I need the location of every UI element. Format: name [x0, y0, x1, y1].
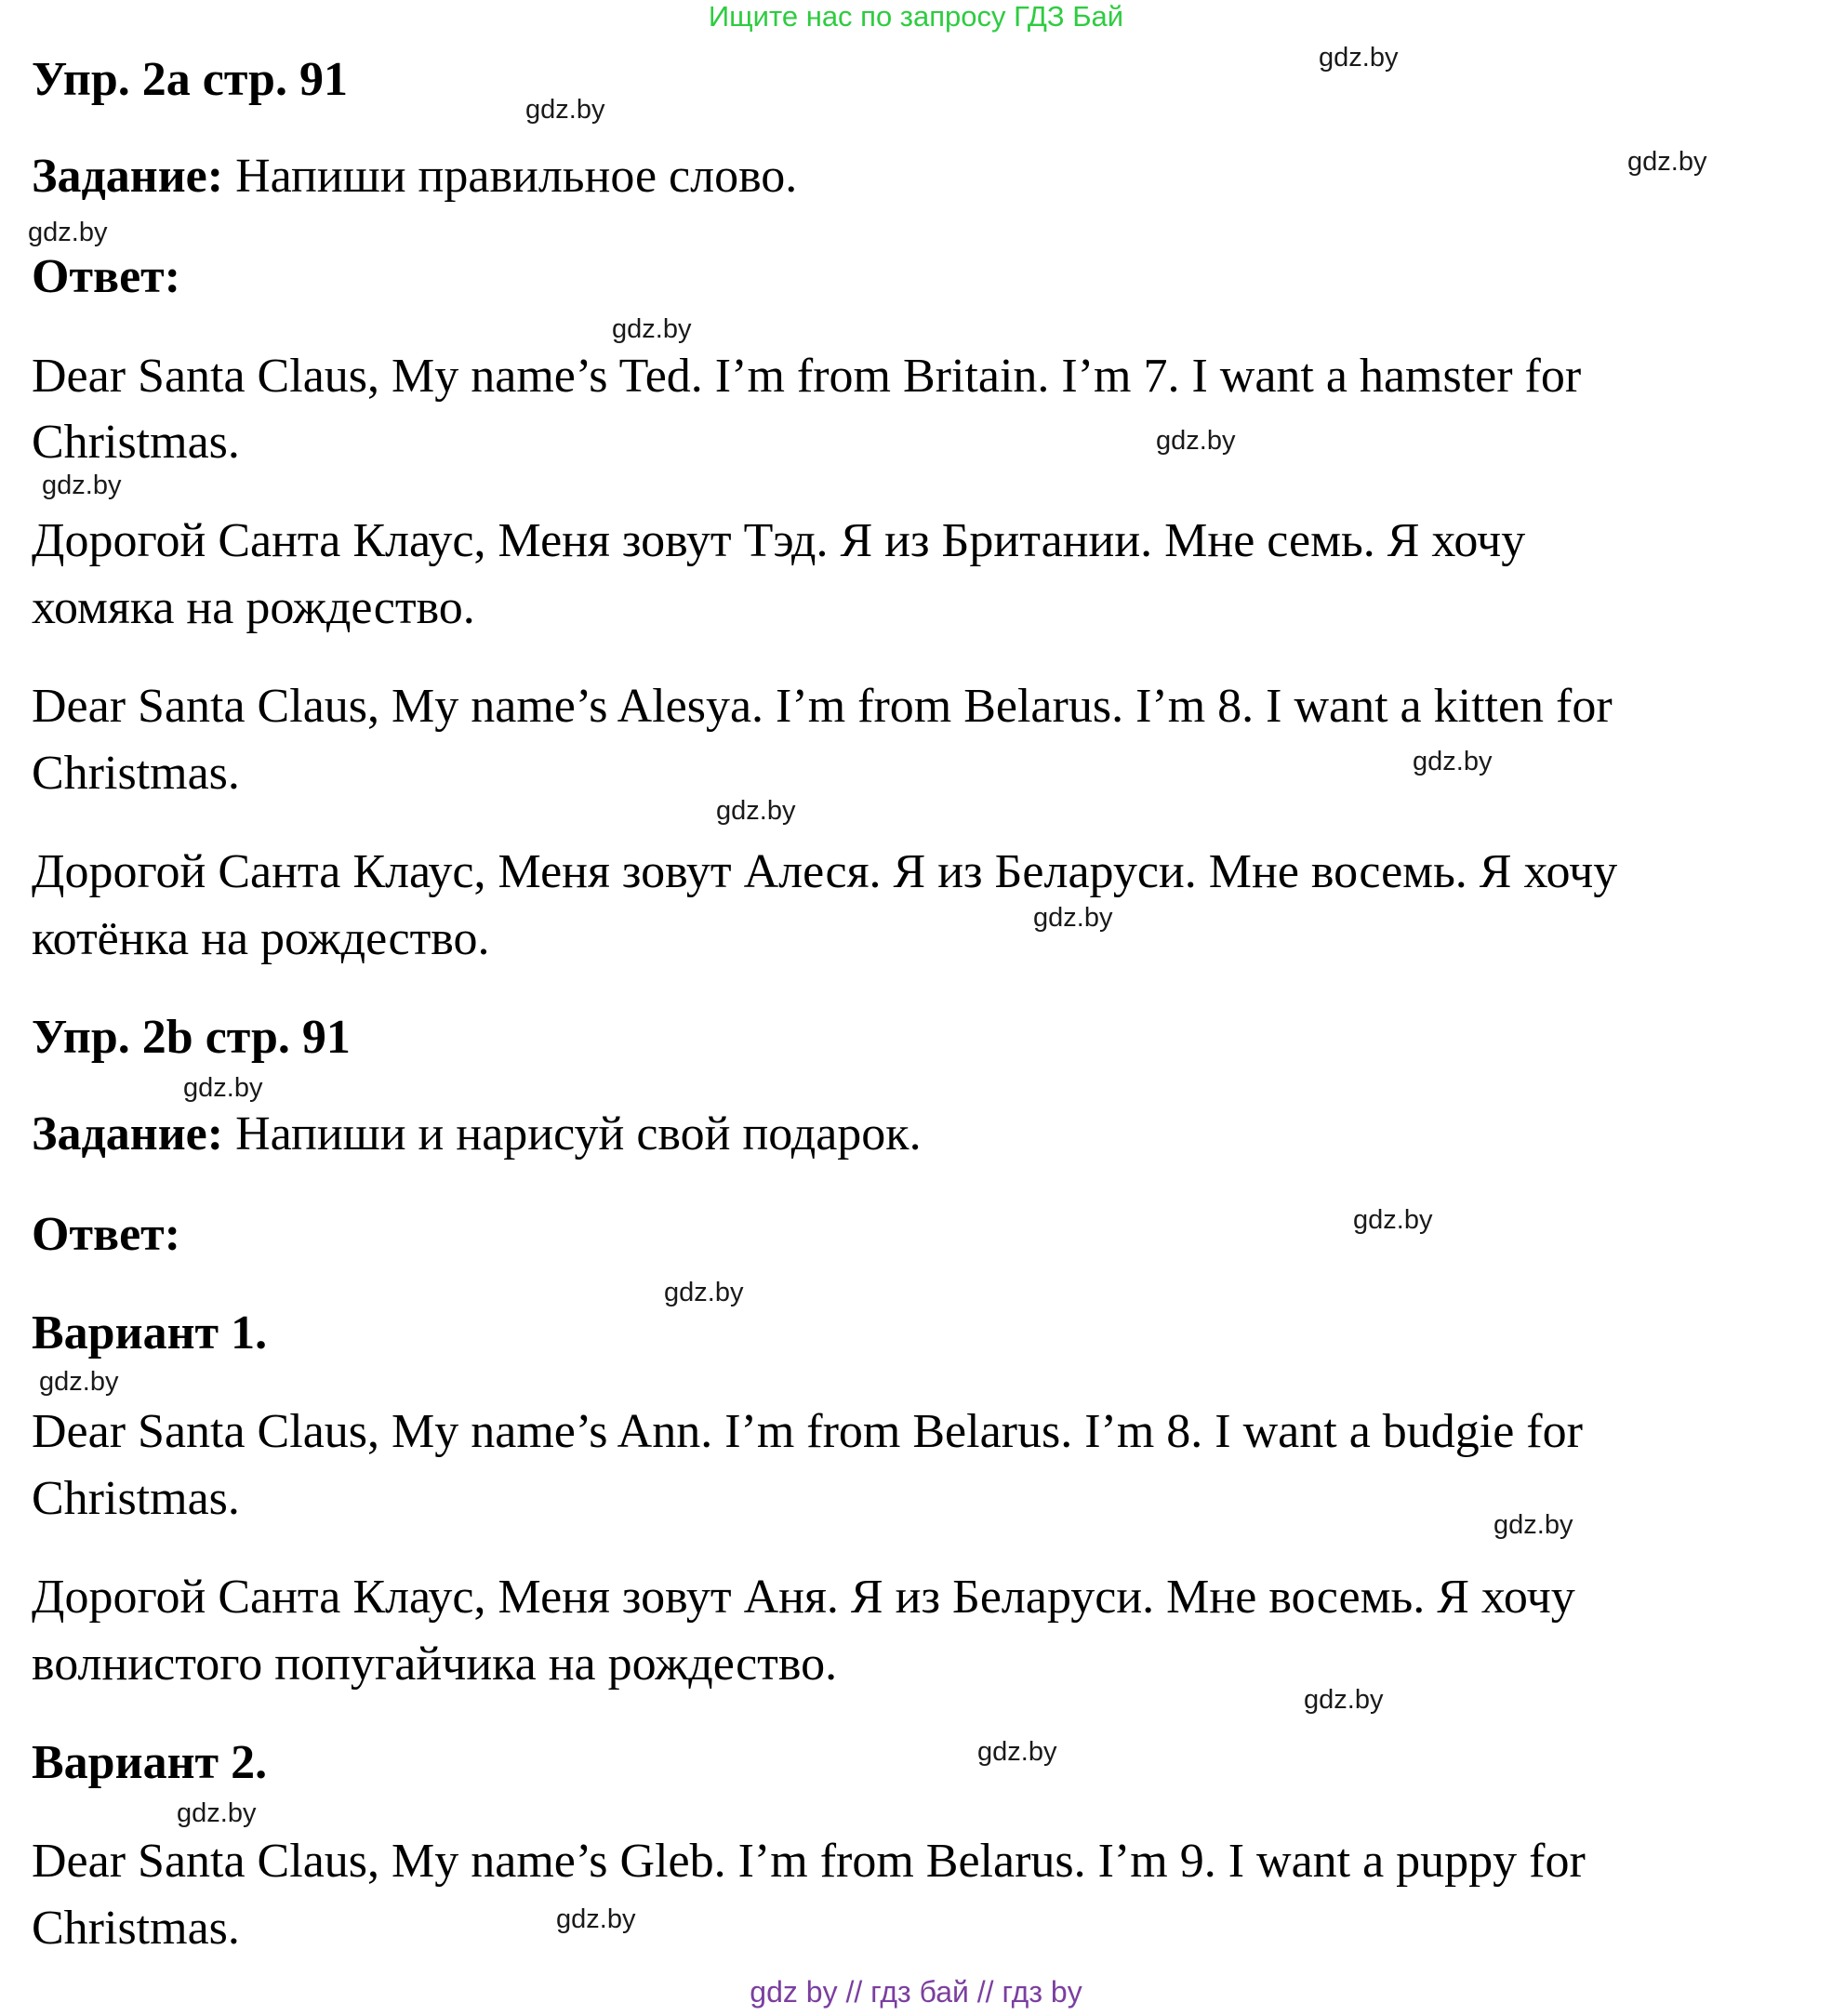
exercise-2a-answer-label: Ответ: [32, 250, 181, 303]
watermark: gdz.by [977, 1737, 1057, 1767]
watermark: gdz.by [1319, 43, 1399, 73]
exercise-2a-task [32, 149, 797, 205]
task-label: Задание: [32, 150, 224, 203]
watermark: gdz.by [183, 1073, 263, 1103]
watermark: gdz.by [1493, 1510, 1573, 1540]
watermark: gdz.by [1156, 426, 1236, 456]
watermark: gdz.by [1304, 1685, 1384, 1715]
watermark: gdz.by [556, 1904, 636, 1934]
exercise-2b-answer-label: Ответ: [32, 1208, 181, 1261]
exercise-2b-task [32, 1107, 922, 1162]
watermark: gdz.by [664, 1278, 744, 1307]
watermark: gdz.by [612, 314, 692, 344]
answer-line: котёнка на рождество. [32, 912, 490, 965]
watermark: gdz.by [177, 1798, 257, 1828]
variant-1-label: Вариант 1. [32, 1306, 268, 1359]
task-label: Задание: [32, 1107, 224, 1161]
answer-line: Christmas. [32, 416, 240, 469]
task-text: Напиши правильное слово. [223, 150, 798, 203]
watermark: gdz.by [39, 1367, 119, 1397]
watermark: gdz.by [1627, 147, 1707, 177]
exercise-2a-heading: Упр. 2a стр. 91 [32, 53, 348, 106]
watermark: gdz.by [1353, 1205, 1433, 1235]
answer-line: Christmas. [32, 747, 240, 800]
watermark: gdz.by [525, 95, 605, 125]
variant-2-label: Вариант 2. [32, 1736, 268, 1789]
answer-line: Дорогой Санта Клаус, Меня зовут Алеся. Я из Беларуси. Мне восемь. Я хочу [32, 845, 1618, 898]
exercise-2b-heading: Упр. 2b стр. 91 [32, 1011, 351, 1064]
answer-line: Дорогой Санта Клаус, Меня зовут Аня. Я из Беларуси. Мне восемь. Я хочу [32, 1571, 1575, 1624]
top-banner: Ищите нас по запросу ГДЗ Бай [708, 0, 1124, 33]
watermark: gdz.by [1033, 903, 1113, 933]
answer-line: Dear Santa Claus, My name’s Alesya. I’m from Belarus. I’m 8. I want a kitten for [32, 680, 1613, 733]
answer-line: Дорогой Санта Клаус, Меня зовут Тэд. Я из Британии. Мне семь. Я хочу [32, 514, 1526, 567]
watermark: gdz.by [1413, 747, 1493, 776]
answer-line: Dear Santa Claus, My name’s Gleb. I’m from Belarus. I’m 9. I want a puppy for [32, 1835, 1586, 1888]
answer-line: Dear Santa Claus, My name’s Ted. I’m from Britain. I’m 7. I want a hamster for [32, 350, 1582, 403]
watermark: gdz.by [42, 471, 122, 500]
answer-line: Christmas. [32, 1472, 240, 1525]
task-text: Напиши и нарисуй свой подарок. [223, 1107, 922, 1161]
answer-line: хомяка на рождество. [32, 581, 475, 634]
footer-links: gdz by // гдз бай // гдз by [750, 1975, 1082, 2009]
answer-line: волнистого попугайчика на рождество. [32, 1638, 838, 1691]
watermark: gdz.by [716, 796, 796, 826]
answer-line: Dear Santa Claus, My name’s Ann. I’m from Belarus. I’m 8. I want a budgie for [32, 1405, 1583, 1458]
answer-line: Christmas. [32, 1902, 240, 1955]
watermark: gdz.by [28, 218, 108, 247]
